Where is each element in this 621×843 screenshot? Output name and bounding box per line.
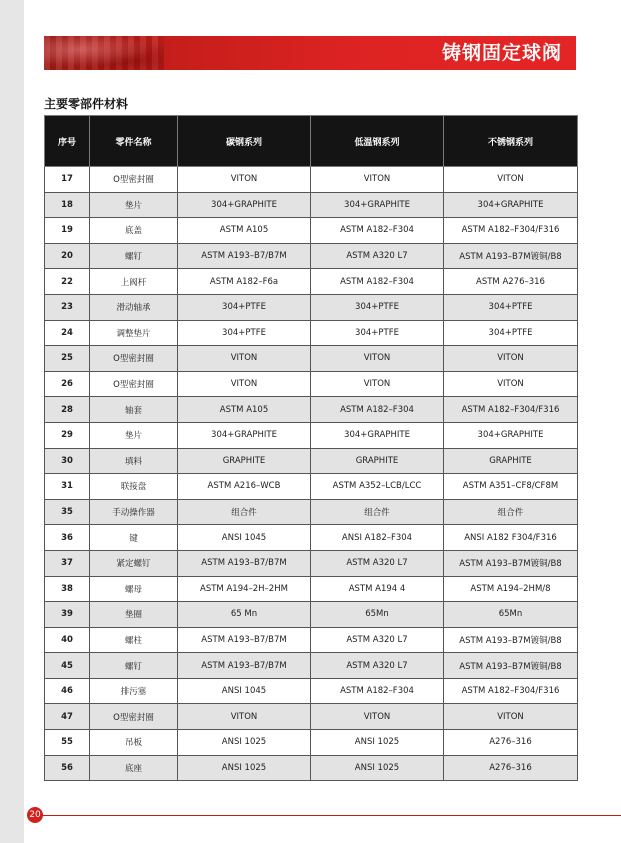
row-carbon-steel: 304+GRAPHITE [178,192,311,218]
row-no: 30 [45,448,90,474]
row-no: 18 [45,192,90,218]
row-carbon-steel: ASTM A194–2H–2HM [178,576,311,602]
row-part-name: 调整垫片 [90,320,178,346]
row-low-temp-steel: GRAPHITE [311,448,444,474]
header-carbon-steel: 碳钢系列 [178,116,311,167]
row-no: 19 [45,218,90,244]
row-low-temp-steel: 65Mn [311,602,444,628]
page-number: 20 [27,807,43,823]
row-stainless-steel: VITON [444,704,578,730]
row-no: 17 [45,167,90,193]
row-no: 20 [45,243,90,269]
row-low-temp-steel: ASTM A320 L7 [311,550,444,576]
row-no: 39 [45,602,90,628]
row-part-name: 底座 [90,755,178,781]
row-stainless-steel: VITON [444,167,578,193]
row-no: 35 [45,499,90,525]
page-title: 铸钢固定球阀 [441,42,562,64]
row-low-temp-steel: 304+PTFE [311,320,444,346]
table-row [45,320,578,346]
header-part-name: 零件名称 [90,116,178,167]
row-low-temp-steel: VITON [311,346,444,372]
row-part-name: 填料 [90,448,178,474]
row-no: 31 [45,474,90,500]
row-part-name: 垫片 [90,422,178,448]
row-low-temp-steel: 组合件 [311,499,444,525]
table-row [45,448,578,474]
row-no: 36 [45,525,90,551]
row-carbon-steel: VITON [178,704,311,730]
row-stainless-steel: ASTM A182–F304/F316 [444,678,578,704]
row-carbon-steel: 304+GRAPHITE [178,422,311,448]
table-row [45,755,578,781]
row-part-name: 螺柱 [90,627,178,653]
left-margin-strip [0,0,24,843]
row-low-temp-steel: ASTM A182–F304 [311,678,444,704]
table-row [45,678,578,704]
row-carbon-steel: 组合件 [178,499,311,525]
row-part-name: 键 [90,525,178,551]
row-carbon-steel: VITON [178,371,311,397]
row-no: 26 [45,371,90,397]
row-no: 56 [45,755,90,781]
row-stainless-steel: ASTM A276–316 [444,269,578,295]
parts-materials-table [44,115,578,781]
row-stainless-steel: ASTM A193–B7M镀铜/B8 [444,243,578,269]
row-low-temp-steel: ASTM A182–F304 [311,397,444,423]
table-row [45,192,578,218]
row-part-name: 手动操作器 [90,499,178,525]
row-stainless-steel: ASTM A182–F304/F316 [444,218,578,244]
row-stainless-steel: 304+GRAPHITE [444,192,578,218]
row-no: 23 [45,294,90,320]
row-part-name: 螺钉 [90,653,178,679]
table-row [45,218,578,244]
row-low-temp-steel: 304+GRAPHITE [311,422,444,448]
table-row [45,525,578,551]
row-carbon-steel: ANSI 1045 [178,525,311,551]
row-carbon-steel: ANSI 1025 [178,730,311,756]
row-stainless-steel: 304+PTFE [444,320,578,346]
table-row [45,269,578,295]
row-carbon-steel: VITON [178,346,311,372]
row-low-temp-steel: ANSI 1025 [311,730,444,756]
row-part-name: 上阀杆 [90,269,178,295]
row-stainless-steel: ASTM A193–B7M镀铜/B8 [444,550,578,576]
table-row [45,704,578,730]
row-low-temp-steel: ASTM A182–F304 [311,269,444,295]
row-stainless-steel: 304+PTFE [444,294,578,320]
row-low-temp-steel: ASTM A320 L7 [311,243,444,269]
row-part-name: 底盖 [90,218,178,244]
row-low-temp-steel: 304+GRAPHITE [311,192,444,218]
table-header-row [45,116,578,167]
row-carbon-steel: 304+PTFE [178,320,311,346]
header-low-temp-steel: 低温钢系列 [311,116,444,167]
header-stainless-steel: 不锈钢系列 [444,116,578,167]
footer-rule [42,815,621,816]
row-low-temp-steel: ANSI 1025 [311,755,444,781]
row-part-name: 螺母 [90,576,178,602]
row-stainless-steel: GRAPHITE [444,448,578,474]
row-carbon-steel: GRAPHITE [178,448,311,474]
row-no: 37 [45,550,90,576]
row-stainless-steel: VITON [444,371,578,397]
row-carbon-steel: ASTM A216–WCB [178,474,311,500]
row-low-temp-steel: VITON [311,167,444,193]
row-stainless-steel: A276–316 [444,730,578,756]
row-part-name: 轴套 [90,397,178,423]
row-part-name: 紧定螺钉 [90,550,178,576]
table-row [45,371,578,397]
row-low-temp-steel: ASTM A320 L7 [311,653,444,679]
row-carbon-steel: ASTM A105 [178,397,311,423]
row-no: 45 [45,653,90,679]
row-stainless-steel: 65Mn [444,602,578,628]
row-stainless-steel: ANSI A182 F304/F316 [444,525,578,551]
row-carbon-steel: ASTM A193–B7/B7M [178,550,311,576]
table-row [45,576,578,602]
row-part-name: 滑动轴承 [90,294,178,320]
header-no: 序号 [45,116,90,167]
row-part-name: 吊板 [90,730,178,756]
row-carbon-steel: ASTM A193–B7/B7M [178,243,311,269]
row-carbon-steel: VITON [178,167,311,193]
row-no: 55 [45,730,90,756]
table-row [45,422,578,448]
row-part-name: O型密封圈 [90,167,178,193]
row-stainless-steel: A276–316 [444,755,578,781]
row-low-temp-steel: VITON [311,704,444,730]
row-carbon-steel: ASTM A105 [178,218,311,244]
row-part-name: 排污塞 [90,678,178,704]
row-part-name: 垫圈 [90,602,178,628]
table-row [45,294,578,320]
row-no: 47 [45,704,90,730]
row-low-temp-steel: ASTM A182–F304 [311,218,444,244]
table-body [45,167,578,781]
row-part-name: O型密封圈 [90,704,178,730]
row-no: 46 [45,678,90,704]
row-no: 40 [45,627,90,653]
row-carbon-steel: 65 Mn [178,602,311,628]
table-row [45,167,578,193]
table-row [45,653,578,679]
row-stainless-steel: 组合件 [444,499,578,525]
table-row [45,550,578,576]
row-carbon-steel: ASTM A193–B7/B7M [178,653,311,679]
title-banner [44,36,576,70]
table-row [45,243,578,269]
table-row [45,627,578,653]
row-carbon-steel: ASTM A182–F6a [178,269,311,295]
section-title: 主要零部件材料 [44,97,129,111]
row-carbon-steel: ASTM A193–B7/B7M [178,627,311,653]
row-carbon-steel: ANSI 1025 [178,755,311,781]
row-part-name: 垫片 [90,192,178,218]
row-part-name: O型密封圈 [90,346,178,372]
row-low-temp-steel: ASTM A194 4 [311,576,444,602]
row-stainless-steel: VITON [444,346,578,372]
row-part-name: 联接盘 [90,474,178,500]
row-no: 29 [45,422,90,448]
row-low-temp-steel: ASTM A352–LCB/LCC [311,474,444,500]
row-stainless-steel: ASTM A193–B7M镀铜/B8 [444,627,578,653]
row-no: 28 [45,397,90,423]
table-row [45,474,578,500]
row-no: 38 [45,576,90,602]
row-stainless-steel: ASTM A194–2HM/8 [444,576,578,602]
table-row [45,730,578,756]
row-carbon-steel: 304+PTFE [178,294,311,320]
row-no: 22 [45,269,90,295]
table-row [45,346,578,372]
row-carbon-steel: ANSI 1045 [178,678,311,704]
row-low-temp-steel: 304+PTFE [311,294,444,320]
row-low-temp-steel: ANSI A182–F304 [311,525,444,551]
row-part-name: 螺钉 [90,243,178,269]
row-part-name: O型密封圈 [90,371,178,397]
row-low-temp-steel: VITON [311,371,444,397]
row-stainless-steel: ASTM A182–F304/F316 [444,397,578,423]
row-stainless-steel: ASTM A193–B7M镀铜/B8 [444,653,578,679]
row-no: 24 [45,320,90,346]
table-row [45,499,578,525]
valve-photo-strip [44,36,164,70]
table-row [45,602,578,628]
row-stainless-steel: 304+GRAPHITE [444,422,578,448]
row-low-temp-steel: ASTM A320 L7 [311,627,444,653]
row-stainless-steel: ASTM A351–CF8/CF8M [444,474,578,500]
table-row [45,397,578,423]
row-no: 25 [45,346,90,372]
